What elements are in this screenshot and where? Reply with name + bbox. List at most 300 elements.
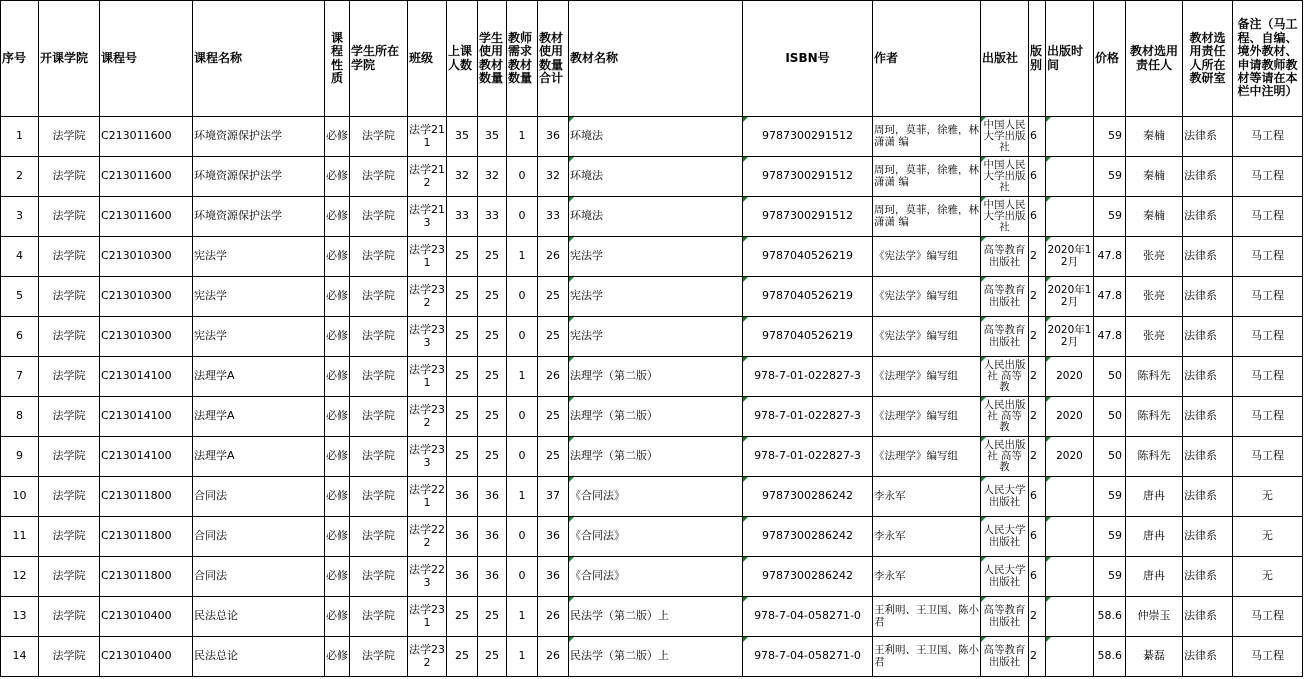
cell-college[interactable]: 法学院 <box>39 557 100 597</box>
header-publisher[interactable]: 出版社 <box>981 1 1029 117</box>
cell-price[interactable]: 59 <box>1094 517 1126 557</box>
cell-author[interactable]: 《宪法学》编写组 <box>873 237 981 277</box>
cell-student-copies[interactable]: 36 <box>478 557 507 597</box>
cell-course-no[interactable]: C213010300 <box>100 277 193 317</box>
cell-responsible[interactable]: 秦楠 <box>1126 157 1183 197</box>
cell-enrolled[interactable]: 25 <box>447 597 478 637</box>
cell-dept[interactable]: 法律系 <box>1183 357 1233 397</box>
cell-isbn[interactable]: 978-7-01-022827-3 <box>743 397 873 437</box>
cell-author[interactable]: 周珂，莫菲，徐雅，林潇潇 编 <box>873 117 981 157</box>
cell-total-copies[interactable]: 25 <box>538 317 569 357</box>
cell-course-name[interactable]: 环境资源保护法学 <box>193 157 325 197</box>
cell-dept[interactable]: 法律系 <box>1183 597 1233 637</box>
cell-student-copies[interactable]: 33 <box>478 197 507 237</box>
cell-teacher-copies[interactable]: 0 <box>507 277 538 317</box>
cell-class[interactable]: 法学221 <box>408 477 447 517</box>
cell-isbn[interactable]: 978-7-01-022827-3 <box>743 437 873 477</box>
cell-student-copies[interactable]: 25 <box>478 637 507 677</box>
cell-price[interactable]: 59 <box>1094 157 1126 197</box>
cell-enrolled[interactable]: 25 <box>447 357 478 397</box>
cell-textbook-name[interactable]: 宪法学 <box>569 277 743 317</box>
cell-publisher[interactable]: 高等教育出版社 <box>981 237 1029 277</box>
cell-student-copies[interactable]: 25 <box>478 357 507 397</box>
cell-remarks[interactable]: 马工程 <box>1233 437 1303 477</box>
cell-teacher-copies[interactable]: 1 <box>507 357 538 397</box>
cell-dept[interactable]: 法律系 <box>1183 437 1233 477</box>
cell-total-copies[interactable]: 36 <box>538 517 569 557</box>
cell-student-copies[interactable]: 25 <box>478 277 507 317</box>
cell-total-copies[interactable]: 26 <box>538 637 569 677</box>
cell-total-copies[interactable]: 25 <box>538 277 569 317</box>
cell-course-type[interactable]: 必修 <box>325 557 350 597</box>
cell-student-copies[interactable]: 25 <box>478 437 507 477</box>
cell-college[interactable]: 法学院 <box>39 437 100 477</box>
header-class[interactable]: 班级 <box>408 1 447 117</box>
cell-textbook-name[interactable]: 宪法学 <box>569 317 743 357</box>
cell-student-college[interactable]: 法学院 <box>350 437 408 477</box>
cell-student-college[interactable]: 法学院 <box>350 117 408 157</box>
cell-total-copies[interactable]: 26 <box>538 237 569 277</box>
cell-price[interactable]: 50 <box>1094 437 1126 477</box>
cell-enrolled[interactable]: 36 <box>447 477 478 517</box>
cell-total-copies[interactable]: 37 <box>538 477 569 517</box>
header-pub-date[interactable]: 出版时间 <box>1046 1 1094 117</box>
cell-dept[interactable]: 法律系 <box>1183 277 1233 317</box>
cell-isbn[interactable]: 9787300291512 <box>743 117 873 157</box>
cell-edition[interactable]: 2 <box>1029 597 1046 637</box>
header-dept[interactable]: 教材选用责任人所在教研室 <box>1183 1 1233 117</box>
cell-responsible[interactable]: 陈科先 <box>1126 437 1183 477</box>
cell-author[interactable]: 李永军 <box>873 557 981 597</box>
cell-textbook-name[interactable]: 法理学（第二版） <box>569 437 743 477</box>
cell-seq[interactable]: 2 <box>1 157 39 197</box>
cell-college[interactable]: 法学院 <box>39 277 100 317</box>
cell-student-college[interactable]: 法学院 <box>350 557 408 597</box>
header-student-copies[interactable]: 学生使用教材数量 <box>478 1 507 117</box>
cell-enrolled[interactable]: 25 <box>447 397 478 437</box>
cell-course-name[interactable]: 宪法学 <box>193 237 325 277</box>
cell-student-copies[interactable]: 32 <box>478 157 507 197</box>
cell-edition[interactable]: 6 <box>1029 557 1046 597</box>
header-course-name[interactable]: 课程名称 <box>193 1 325 117</box>
cell-enrolled[interactable]: 35 <box>447 117 478 157</box>
cell-teacher-copies[interactable]: 0 <box>507 437 538 477</box>
cell-student-copies[interactable]: 25 <box>478 317 507 357</box>
cell-isbn[interactable]: 9787300291512 <box>743 157 873 197</box>
cell-seq[interactable]: 9 <box>1 437 39 477</box>
cell-edition[interactable]: 2 <box>1029 437 1046 477</box>
cell-college[interactable]: 法学院 <box>39 517 100 557</box>
cell-isbn[interactable]: 9787040526219 <box>743 317 873 357</box>
cell-teacher-copies[interactable]: 1 <box>507 597 538 637</box>
cell-publisher[interactable]: 人民出版社 高等教 <box>981 437 1029 477</box>
cell-class[interactable]: 法学231 <box>408 597 447 637</box>
cell-class[interactable]: 法学223 <box>408 557 447 597</box>
cell-author[interactable]: 《法理学》编写组 <box>873 357 981 397</box>
cell-isbn[interactable]: 978-7-04-058271-0 <box>743 597 873 637</box>
cell-textbook-name[interactable]: 法理学（第二版） <box>569 357 743 397</box>
cell-student-copies[interactable]: 25 <box>478 237 507 277</box>
cell-edition[interactable]: 6 <box>1029 197 1046 237</box>
cell-student-copies[interactable]: 36 <box>478 517 507 557</box>
cell-price[interactable]: 50 <box>1094 357 1126 397</box>
cell-responsible[interactable]: 秦楠 <box>1126 117 1183 157</box>
cell-dept[interactable]: 法律系 <box>1183 397 1233 437</box>
header-edition[interactable]: 版别 <box>1029 1 1046 117</box>
header-seq[interactable]: 序号 <box>1 1 39 117</box>
cell-responsible[interactable]: 张亮 <box>1126 277 1183 317</box>
cell-student-college[interactable]: 法学院 <box>350 597 408 637</box>
cell-remarks[interactable]: 无 <box>1233 557 1303 597</box>
cell-enrolled[interactable]: 36 <box>447 557 478 597</box>
cell-responsible[interactable]: 仲崇玉 <box>1126 597 1183 637</box>
cell-course-type[interactable]: 必修 <box>325 237 350 277</box>
cell-total-copies[interactable]: 36 <box>538 117 569 157</box>
cell-student-copies[interactable]: 25 <box>478 397 507 437</box>
cell-total-copies[interactable]: 25 <box>538 397 569 437</box>
cell-student-college[interactable]: 法学院 <box>350 637 408 677</box>
cell-author[interactable]: 周珂，莫菲，徐雅，林潇潇 编 <box>873 157 981 197</box>
cell-isbn[interactable]: 978-7-01-022827-3 <box>743 357 873 397</box>
cell-college[interactable]: 法学院 <box>39 317 100 357</box>
cell-publisher[interactable]: 人民大学出版社 <box>981 557 1029 597</box>
cell-class[interactable]: 法学231 <box>408 237 447 277</box>
cell-price[interactable]: 59 <box>1094 117 1126 157</box>
cell-isbn[interactable]: 9787040526219 <box>743 237 873 277</box>
cell-class[interactable]: 法学233 <box>408 437 447 477</box>
cell-class[interactable]: 法学232 <box>408 637 447 677</box>
cell-textbook-name[interactable]: 《合同法》 <box>569 517 743 557</box>
header-enrolled[interactable]: 上课人数 <box>447 1 478 117</box>
cell-publisher[interactable]: 人民出版社 高等教 <box>981 397 1029 437</box>
header-student-college[interactable]: 学生所在学院 <box>350 1 408 117</box>
cell-course-no[interactable]: C213010400 <box>100 637 193 677</box>
cell-course-no[interactable]: C213014100 <box>100 397 193 437</box>
cell-college[interactable]: 法学院 <box>39 477 100 517</box>
cell-price[interactable]: 58.6 <box>1094 597 1126 637</box>
header-teacher-copies[interactable]: 教师需求教材数量 <box>507 1 538 117</box>
header-author[interactable]: 作者 <box>873 1 981 117</box>
cell-author[interactable]: 《法理学》编写组 <box>873 437 981 477</box>
cell-course-type[interactable]: 必修 <box>325 477 350 517</box>
cell-dept[interactable]: 法律系 <box>1183 517 1233 557</box>
cell-course-type[interactable]: 必修 <box>325 157 350 197</box>
cell-publisher[interactable]: 人民大学出版社 <box>981 517 1029 557</box>
cell-course-no[interactable]: C213011600 <box>100 117 193 157</box>
cell-price[interactable]: 59 <box>1094 197 1126 237</box>
cell-seq[interactable]: 11 <box>1 517 39 557</box>
cell-remarks[interactable]: 马工程 <box>1233 597 1303 637</box>
cell-responsible[interactable]: 秦楠 <box>1126 197 1183 237</box>
cell-publisher[interactable]: 高等教育出版社 <box>981 597 1029 637</box>
cell-dept[interactable]: 法律系 <box>1183 317 1233 357</box>
cell-edition[interactable]: 2 <box>1029 397 1046 437</box>
cell-responsible[interactable]: 唐冉 <box>1126 477 1183 517</box>
cell-isbn[interactable]: 978-7-04-058271-0 <box>743 637 873 677</box>
cell-seq[interactable]: 13 <box>1 597 39 637</box>
cell-enrolled[interactable]: 25 <box>447 437 478 477</box>
cell-teacher-copies[interactable]: 0 <box>507 197 538 237</box>
cell-college[interactable]: 法学院 <box>39 237 100 277</box>
header-course-type[interactable]: 课程性质 <box>325 1 350 117</box>
cell-responsible[interactable]: 唐冉 <box>1126 557 1183 597</box>
cell-textbook-name[interactable]: 《合同法》 <box>569 557 743 597</box>
cell-publisher[interactable]: 高等教育出版社 <box>981 637 1029 677</box>
cell-isbn[interactable]: 9787300286242 <box>743 557 873 597</box>
cell-pub-date[interactable]: 2020年12月 <box>1046 317 1094 357</box>
cell-author[interactable]: 李永军 <box>873 477 981 517</box>
header-remarks[interactable]: 备注（马工程、自编、境外教材、申请教师教材等请在本栏中注明） <box>1233 1 1303 117</box>
cell-total-copies[interactable]: 25 <box>538 437 569 477</box>
cell-course-type[interactable]: 必修 <box>325 277 350 317</box>
cell-pub-date[interactable] <box>1046 597 1094 637</box>
cell-course-name[interactable]: 民法总论 <box>193 637 325 677</box>
cell-edition[interactable]: 2 <box>1029 277 1046 317</box>
cell-enrolled[interactable]: 36 <box>447 517 478 557</box>
cell-course-no[interactable]: C213011800 <box>100 557 193 597</box>
cell-dept[interactable]: 法律系 <box>1183 117 1233 157</box>
cell-student-college[interactable]: 法学院 <box>350 477 408 517</box>
cell-publisher[interactable]: 中国人民大学出版社 <box>981 157 1029 197</box>
cell-total-copies[interactable]: 32 <box>538 157 569 197</box>
cell-edition[interactable]: 6 <box>1029 117 1046 157</box>
cell-class[interactable]: 法学222 <box>408 517 447 557</box>
cell-enrolled[interactable]: 25 <box>447 237 478 277</box>
cell-author[interactable]: 王利明、王卫国、陈小君 <box>873 637 981 677</box>
cell-course-no[interactable]: C213014100 <box>100 357 193 397</box>
cell-pub-date[interactable]: 2020 <box>1046 357 1094 397</box>
cell-textbook-name[interactable]: 环境法 <box>569 197 743 237</box>
cell-responsible[interactable]: 綦磊 <box>1126 637 1183 677</box>
cell-publisher[interactable]: 中国人民大学出版社 <box>981 197 1029 237</box>
cell-student-college[interactable]: 法学院 <box>350 237 408 277</box>
cell-dept[interactable]: 法律系 <box>1183 637 1233 677</box>
cell-course-no[interactable]: C213011800 <box>100 477 193 517</box>
cell-isbn[interactable]: 9787300286242 <box>743 477 873 517</box>
cell-class[interactable]: 法学213 <box>408 197 447 237</box>
cell-pub-date[interactable]: 2020年12月 <box>1046 237 1094 277</box>
cell-price[interactable]: 47.8 <box>1094 277 1126 317</box>
cell-textbook-name[interactable]: 法理学（第二版） <box>569 397 743 437</box>
cell-pub-date[interactable] <box>1046 117 1094 157</box>
cell-teacher-copies[interactable]: 1 <box>507 117 538 157</box>
cell-student-college[interactable]: 法学院 <box>350 397 408 437</box>
cell-isbn[interactable]: 9787300291512 <box>743 197 873 237</box>
cell-pub-date[interactable] <box>1046 517 1094 557</box>
cell-student-copies[interactable]: 36 <box>478 477 507 517</box>
cell-seq[interactable]: 1 <box>1 117 39 157</box>
cell-textbook-name[interactable]: 宪法学 <box>569 237 743 277</box>
cell-course-type[interactable]: 必修 <box>325 437 350 477</box>
cell-pub-date[interactable]: 2020年12月 <box>1046 277 1094 317</box>
header-total-copies[interactable]: 教材使用数量合计 <box>538 1 569 117</box>
cell-class[interactable]: 法学232 <box>408 277 447 317</box>
header-course-no[interactable]: 课程号 <box>100 1 193 117</box>
cell-course-name[interactable]: 民法总论 <box>193 597 325 637</box>
cell-remarks[interactable]: 马工程 <box>1233 357 1303 397</box>
cell-class[interactable]: 法学231 <box>408 357 447 397</box>
cell-price[interactable]: 50 <box>1094 397 1126 437</box>
cell-seq[interactable]: 10 <box>1 477 39 517</box>
cell-pub-date[interactable] <box>1046 157 1094 197</box>
cell-college[interactable]: 法学院 <box>39 637 100 677</box>
cell-student-copies[interactable]: 25 <box>478 597 507 637</box>
cell-pub-date[interactable] <box>1046 637 1094 677</box>
cell-remarks[interactable]: 马工程 <box>1233 157 1303 197</box>
cell-class[interactable]: 法学232 <box>408 397 447 437</box>
cell-course-no[interactable]: C213010400 <box>100 597 193 637</box>
cell-seq[interactable]: 5 <box>1 277 39 317</box>
cell-responsible[interactable]: 唐冉 <box>1126 517 1183 557</box>
cell-teacher-copies[interactable]: 0 <box>507 557 538 597</box>
cell-total-copies[interactable]: 36 <box>538 557 569 597</box>
cell-course-type[interactable]: 必修 <box>325 517 350 557</box>
cell-college[interactable]: 法学院 <box>39 357 100 397</box>
cell-course-type[interactable]: 必修 <box>325 637 350 677</box>
cell-course-type[interactable]: 必修 <box>325 597 350 637</box>
cell-author[interactable]: 《法理学》编写组 <box>873 397 981 437</box>
cell-course-name[interactable]: 合同法 <box>193 477 325 517</box>
cell-college[interactable]: 法学院 <box>39 117 100 157</box>
cell-isbn[interactable]: 9787040526219 <box>743 277 873 317</box>
cell-seq[interactable]: 8 <box>1 397 39 437</box>
cell-edition[interactable]: 6 <box>1029 157 1046 197</box>
cell-student-copies[interactable]: 35 <box>478 117 507 157</box>
cell-course-type[interactable]: 必修 <box>325 317 350 357</box>
cell-remarks[interactable]: 马工程 <box>1233 117 1303 157</box>
cell-teacher-copies[interactable]: 0 <box>507 317 538 357</box>
cell-edition[interactable]: 2 <box>1029 637 1046 677</box>
cell-course-name[interactable]: 宪法学 <box>193 317 325 357</box>
cell-student-college[interactable]: 法学院 <box>350 357 408 397</box>
cell-dept[interactable]: 法律系 <box>1183 477 1233 517</box>
cell-course-no[interactable]: C213011600 <box>100 157 193 197</box>
cell-course-no[interactable]: C213011600 <box>100 197 193 237</box>
cell-edition[interactable]: 6 <box>1029 517 1046 557</box>
cell-remarks[interactable]: 无 <box>1233 477 1303 517</box>
cell-enrolled[interactable]: 25 <box>447 317 478 357</box>
cell-enrolled[interactable]: 25 <box>447 637 478 677</box>
cell-course-name[interactable]: 合同法 <box>193 557 325 597</box>
cell-student-college[interactable]: 法学院 <box>350 157 408 197</box>
cell-teacher-copies[interactable]: 1 <box>507 477 538 517</box>
header-textbook-name[interactable]: 教材名称 <box>569 1 743 117</box>
cell-dept[interactable]: 法律系 <box>1183 237 1233 277</box>
cell-edition[interactable]: 2 <box>1029 357 1046 397</box>
cell-publisher[interactable]: 人民大学出版社 <box>981 477 1029 517</box>
cell-pub-date[interactable] <box>1046 557 1094 597</box>
cell-class[interactable]: 法学212 <box>408 157 447 197</box>
cell-student-college[interactable]: 法学院 <box>350 197 408 237</box>
cell-author[interactable]: 李永军 <box>873 517 981 557</box>
cell-student-college[interactable]: 法学院 <box>350 317 408 357</box>
cell-college[interactable]: 法学院 <box>39 197 100 237</box>
cell-remarks[interactable]: 马工程 <box>1233 277 1303 317</box>
cell-total-copies[interactable]: 26 <box>538 357 569 397</box>
cell-course-type[interactable]: 必修 <box>325 397 350 437</box>
header-responsible[interactable]: 教材选用责任人 <box>1126 1 1183 117</box>
cell-course-type[interactable]: 必修 <box>325 117 350 157</box>
cell-edition[interactable]: 6 <box>1029 477 1046 517</box>
cell-seq[interactable]: 4 <box>1 237 39 277</box>
cell-publisher[interactable]: 高等教育出版社 <box>981 317 1029 357</box>
cell-pub-date[interactable] <box>1046 477 1094 517</box>
cell-isbn[interactable]: 9787300286242 <box>743 517 873 557</box>
header-college[interactable]: 开课学院 <box>39 1 100 117</box>
cell-student-college[interactable]: 法学院 <box>350 277 408 317</box>
cell-pub-date[interactable] <box>1046 197 1094 237</box>
cell-remarks[interactable]: 马工程 <box>1233 637 1303 677</box>
cell-remarks[interactable]: 马工程 <box>1233 397 1303 437</box>
cell-responsible[interactable]: 张亮 <box>1126 237 1183 277</box>
cell-author[interactable]: 《宪法学》编写组 <box>873 317 981 357</box>
cell-remarks[interactable]: 马工程 <box>1233 197 1303 237</box>
cell-class[interactable]: 法学233 <box>408 317 447 357</box>
header-price[interactable]: 价格 <box>1094 1 1126 117</box>
cell-course-name[interactable]: 环境资源保护法学 <box>193 117 325 157</box>
cell-remarks[interactable]: 无 <box>1233 517 1303 557</box>
cell-responsible[interactable]: 陈科先 <box>1126 397 1183 437</box>
cell-remarks[interactable]: 马工程 <box>1233 237 1303 277</box>
cell-course-name[interactable]: 法理学A <box>193 357 325 397</box>
cell-price[interactable]: 47.8 <box>1094 317 1126 357</box>
cell-teacher-copies[interactable]: 0 <box>507 157 538 197</box>
cell-author[interactable]: 王利明、王卫国、陈小君 <box>873 597 981 637</box>
cell-course-type[interactable]: 必修 <box>325 197 350 237</box>
cell-teacher-copies[interactable]: 1 <box>507 237 538 277</box>
cell-seq[interactable]: 14 <box>1 637 39 677</box>
cell-course-name[interactable]: 宪法学 <box>193 277 325 317</box>
cell-textbook-name[interactable]: 环境法 <box>569 117 743 157</box>
cell-price[interactable]: 58.6 <box>1094 637 1126 677</box>
cell-teacher-copies[interactable]: 1 <box>507 637 538 677</box>
cell-pub-date[interactable]: 2020 <box>1046 397 1094 437</box>
cell-course-name[interactable]: 环境资源保护法学 <box>193 197 325 237</box>
cell-total-copies[interactable]: 33 <box>538 197 569 237</box>
cell-price[interactable]: 47.8 <box>1094 237 1126 277</box>
cell-course-name[interactable]: 法理学A <box>193 437 325 477</box>
cell-enrolled[interactable]: 25 <box>447 277 478 317</box>
cell-textbook-name[interactable]: 环境法 <box>569 157 743 197</box>
cell-seq[interactable]: 3 <box>1 197 39 237</box>
cell-responsible[interactable]: 张亮 <box>1126 317 1183 357</box>
cell-enrolled[interactable]: 33 <box>447 197 478 237</box>
cell-total-copies[interactable]: 26 <box>538 597 569 637</box>
cell-remarks[interactable]: 马工程 <box>1233 317 1303 357</box>
cell-dept[interactable]: 法律系 <box>1183 557 1233 597</box>
cell-college[interactable]: 法学院 <box>39 157 100 197</box>
cell-author[interactable]: 周珂，莫菲，徐雅，林潇潇 编 <box>873 197 981 237</box>
cell-publisher[interactable]: 高等教育出版社 <box>981 277 1029 317</box>
cell-course-no[interactable]: C213014100 <box>100 437 193 477</box>
cell-class[interactable]: 法学211 <box>408 117 447 157</box>
cell-college[interactable]: 法学院 <box>39 397 100 437</box>
cell-seq[interactable]: 12 <box>1 557 39 597</box>
cell-college[interactable]: 法学院 <box>39 597 100 637</box>
cell-course-name[interactable]: 合同法 <box>193 517 325 557</box>
cell-course-no[interactable]: C213010300 <box>100 237 193 277</box>
cell-seq[interactable]: 6 <box>1 317 39 357</box>
cell-edition[interactable]: 2 <box>1029 237 1046 277</box>
cell-pub-date[interactable]: 2020 <box>1046 437 1094 477</box>
cell-teacher-copies[interactable]: 0 <box>507 397 538 437</box>
cell-student-college[interactable]: 法学院 <box>350 517 408 557</box>
cell-seq[interactable]: 7 <box>1 357 39 397</box>
cell-publisher[interactable]: 人民出版社 高等教 <box>981 357 1029 397</box>
cell-price[interactable]: 59 <box>1094 477 1126 517</box>
cell-author[interactable]: 《宪法学》编写组 <box>873 277 981 317</box>
cell-teacher-copies[interactable]: 0 <box>507 517 538 557</box>
